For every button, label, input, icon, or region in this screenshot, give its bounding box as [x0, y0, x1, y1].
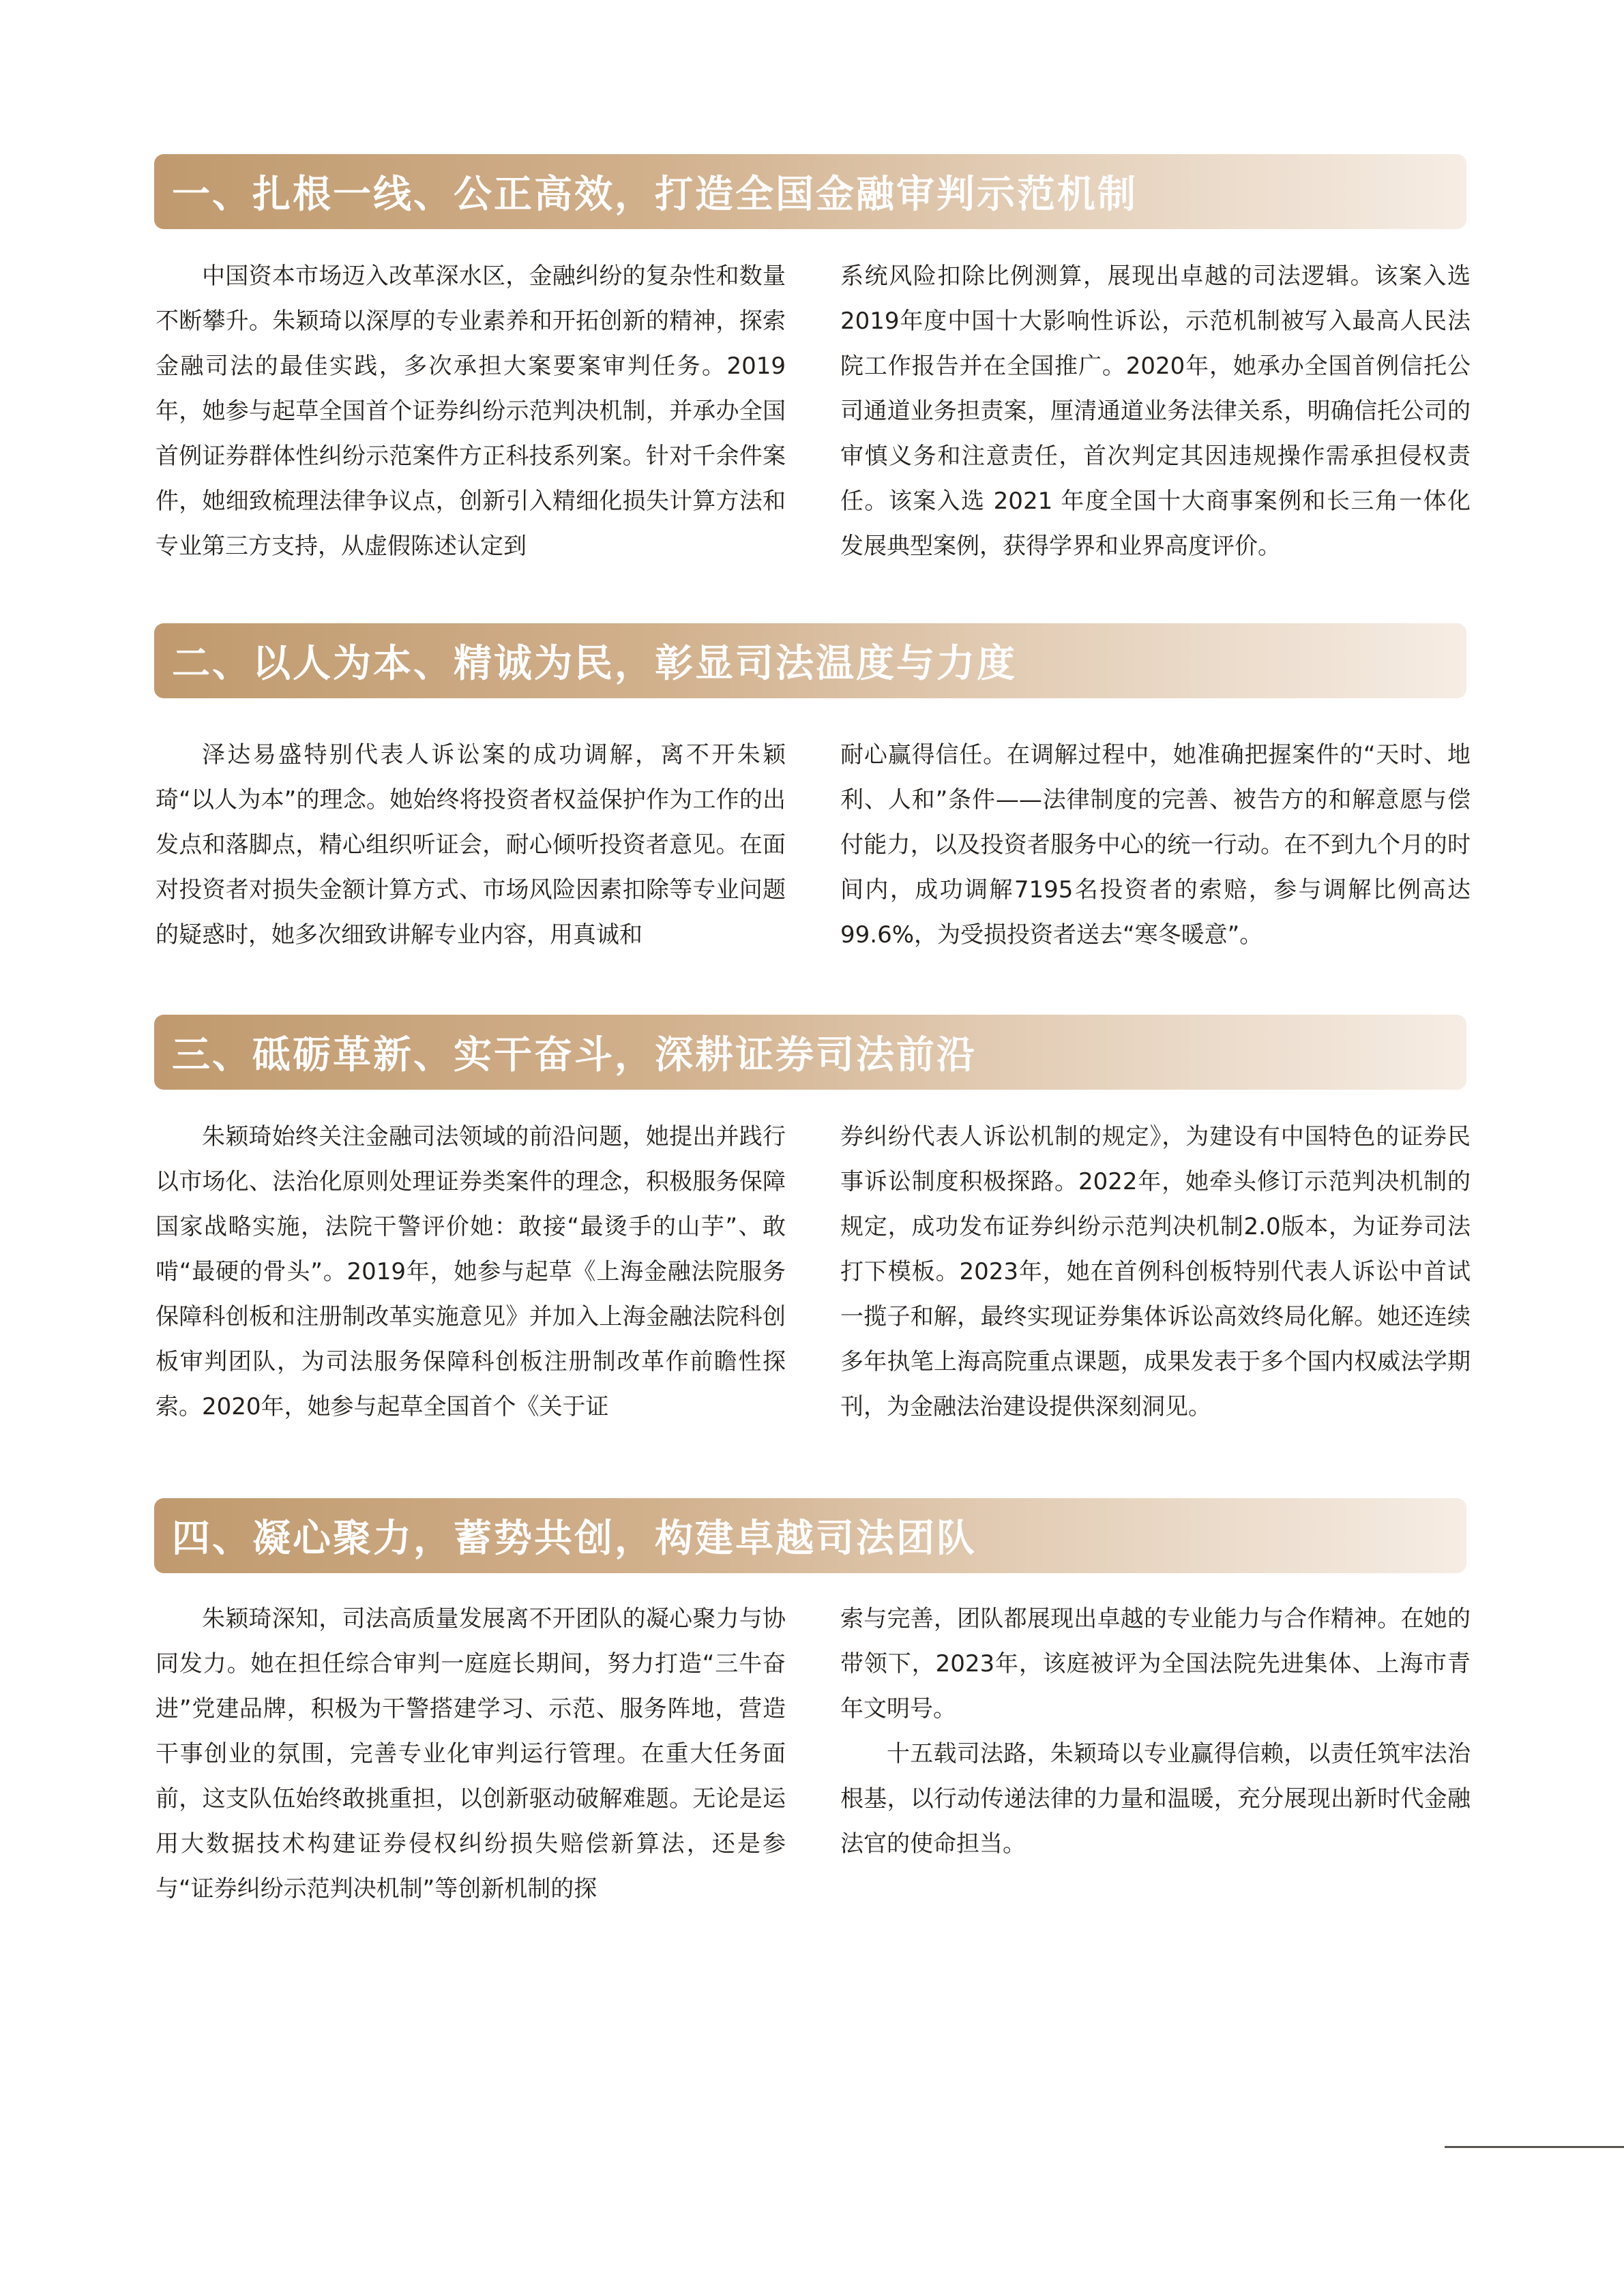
section-1-header: [154, 154, 1466, 229]
section-4-left-column: [156, 1596, 786, 1911]
paragraph: 泽达易盛特别代表人诉讼案的成功调解，离不开朱颖琦“以人为本”的理念。她始终将投资者权益保护作为工作的出发点和落脚点，精心组织听证会，耐心倾听投资者意见。在面对投资者对损失金额计算方式、市场风险因素扣除等专业问题的疑惑时，她多次细致讲解专业内容，用真诚和: [156, 741, 786, 949]
section-1-left-column: [156, 254, 786, 569]
section-2-right-column: [840, 732, 1471, 957]
section-4-right-column: [840, 1596, 1471, 1866]
section-2-left-column: [156, 732, 786, 957]
section-4-title: 四、凝心聚力，蓄势共创，构建卓越司法团队: [172, 1517, 977, 1561]
section-3-title: 三、砥砺革新、实干奋斗，深耕证券司法前沿: [172, 1033, 977, 1077]
paragraph: 朱颖琦始终关注金融司法领域的前沿问题，她提出并践行以市场化、法治化原则处理证券类案件的理念，积极服务保障国家战略实施，法院干警评价她：敢接“最烫手的山芋”、敢啃“最硬的骨头”。2019年，她参与起草《上海金融法院服务保障科创板和注册制改革实施意见》并加入上海金融法院科创板审判团队，为司法服务保障科创板注册制改革作前瞻性探索。2020年，她参与起草全国首个《关于证: [156, 1123, 786, 1420]
section-1-title: 一、扎根一线、公正高效，打造全国金融审判示范机制: [172, 173, 1138, 217]
paragraph: 朱颖琦深知，司法高质量发展离不开团队的凝心聚力与协同发力。她在担任综合审判一庭庭长期间，努力打造“三牛奋进”党建品牌，积极为干警搭建学习、示范、服务阵地，营造干事创业的氛围，完善专业化审判运行管理。在重大任务面前，这支队伍始终敢挑重担，以创新驱动破解难题。无论是运用大数据技术构建证券侵权纠纷损失赔偿新算法，还是参与“证券纠纷示范判决机制”等创新机制的探: [156, 1605, 786, 1903]
section-3-left-column: [156, 1114, 786, 1429]
footer-rule: [1445, 2146, 1624, 2148]
section-2-header: [154, 623, 1466, 698]
section-3-right-column: [840, 1114, 1471, 1429]
section-3-header: [154, 1015, 1466, 1090]
section-4-header: [154, 1498, 1466, 1573]
paragraph: 十五载司法路，朱颖琦以专业赢得信赖，以责任筑牢法治根基，以行动传递法律的力量和温暖，充分展现出新时代金融法官的使命担当。: [840, 1740, 1471, 1858]
paragraph: 中国资本市场迈入改革深水区，金融纠纷的复杂性和数量不断攀升。朱颖琦以深厚的专业素养和开拓创新的精神，探索金融司法的最佳实践，多次承担大案要案审判任务。2019年，她参与起草全国首个证券纠纷示范判决机制，并承办全国首例证券群体性纠纷示范案件方正科技系列案。针对千余件案件，她细致梳理法律争议点，创新引入精细化损失计算方法和专业第三方支持，从虚假陈述认定到: [156, 263, 786, 560]
section-1-right-column: [840, 254, 1471, 569]
section-2-title: 二、以人为本、精诚为民，彰显司法温度与力度: [172, 642, 1017, 686]
paragraph: 券纠纷代表人诉讼机制的规定》，为建设有中国特色的证券民事诉讼制度积极探路。2022年，她牵头修订示范判决机制的规定，成功发布证券纠纷示范判决机制2.0版本，为证券司法打下模板。2023年，她在首例科创板特别代表人诉讼中首试一揽子和解，最终实现证券集体诉讼高效终局化解。她还连续多年执笔上海高院重点课题，成果发表于多个国内权威法学期刊，为金融法治建设提供深刻洞见。: [840, 1123, 1471, 1420]
paragraph: 索与完善，团队都展现出卓越的专业能力与合作精神。在她的带领下，2023年，该庭被评为全国法院先进集体、上海市青年文明号。: [840, 1605, 1471, 1723]
paragraph: 耐心赢得信任。在调解过程中，她准确把握案件的“天时、地利、人和”条件——法律制度的完善、被告方的和解意愿与偿付能力，以及投资者服务中心的统一行动。在不到九个月的时间内，成功调解7195名投资者的索赔，参与调解比例高达99.6%，为受损投资者送去“寒冬暖意”。: [840, 741, 1471, 949]
paragraph: 系统风险扣除比例测算，展现出卓越的司法逻辑。该案入选2019年度中国十大影响性诉讼，示范机制被写入最高人民法院工作报告并在全国推广。2020年，她承办全国首例信托公司通道业务担责案，厘清通道业务法律关系，明确信托公司的审慎义务和注意责任，首次判定其因违规操作需承担侵权责任。该案入选 2021 年度全国十大商事案例和长三角一体化发展典型案例，获得学界和业界高度评价。: [840, 263, 1471, 560]
